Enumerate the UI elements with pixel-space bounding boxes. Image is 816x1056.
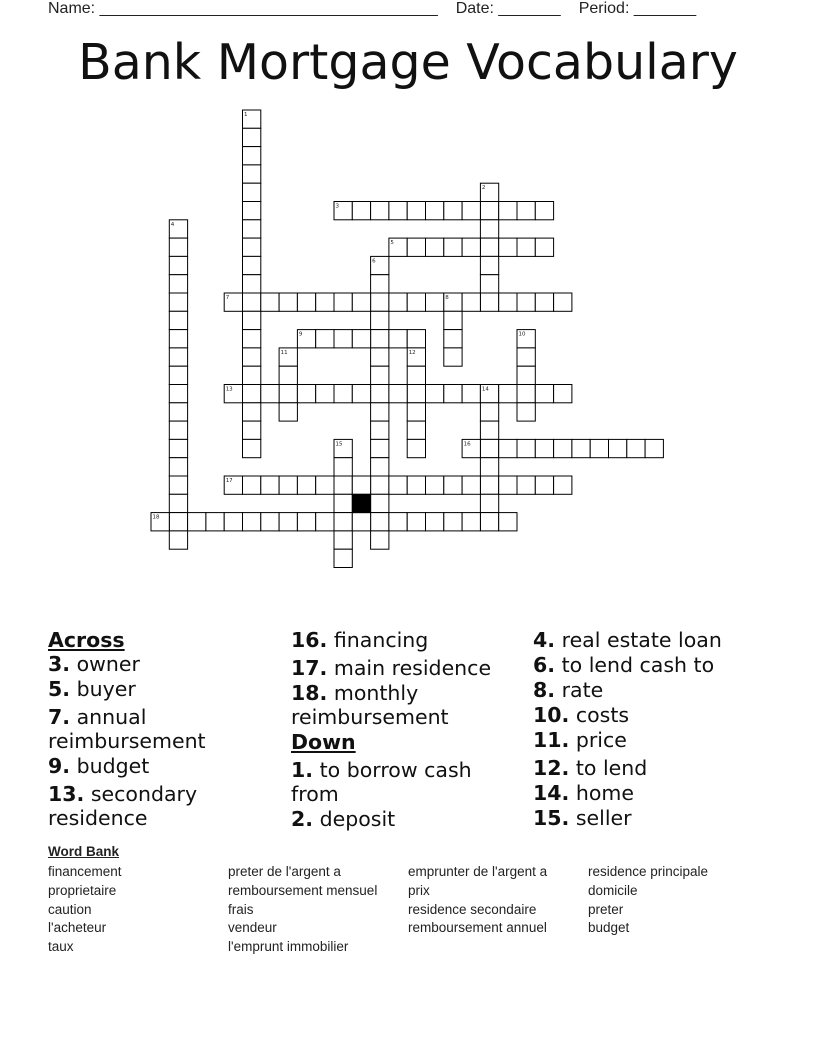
page-title: Bank Mortgage Vocabulary	[78, 34, 738, 91]
clue-down-4: 4. real estate loan	[533, 628, 722, 652]
crossword-cell[interactable]	[480, 202, 498, 220]
crossword-cell[interactable]	[572, 439, 590, 457]
crossword-cell[interactable]	[316, 293, 334, 311]
crossword-cell[interactable]	[480, 238, 498, 256]
crossword-cell[interactable]	[297, 476, 315, 494]
crossword-cell[interactable]	[444, 238, 462, 256]
crossword-cell[interactable]	[517, 439, 535, 457]
clue-number-label: 4	[170, 221, 175, 228]
crossword-cell[interactable]	[535, 439, 553, 457]
clue-down-15: 15. seller	[533, 806, 632, 830]
word-bank-item: preter	[588, 901, 624, 917]
crossword-cell[interactable]	[462, 513, 480, 531]
crossword-cell[interactable]	[517, 348, 535, 366]
clue-across-3: 3. owner	[48, 652, 140, 676]
crossword-cell[interactable]	[462, 202, 480, 220]
crossword-cell[interactable]	[444, 385, 462, 403]
crossword-cell[interactable]	[243, 275, 261, 293]
crossword-cell[interactable]	[188, 513, 206, 531]
crossword-cell[interactable]	[499, 476, 517, 494]
crossword-cell[interactable]	[279, 293, 297, 311]
crossword-cell[interactable]	[499, 202, 517, 220]
crossword-cell[interactable]	[224, 513, 242, 531]
crossword-cell[interactable]	[480, 275, 498, 293]
crossword-cell[interactable]	[243, 256, 261, 274]
clue-number-label: 3	[335, 203, 339, 210]
date-field-label[interactable]: Date: _______	[455, 0, 561, 17]
clue-number-label: 7	[225, 295, 230, 301]
crossword-cell[interactable]	[169, 293, 187, 311]
clue-number-label: 10	[518, 331, 526, 338]
clue-column-3	[533, 628, 773, 831]
crossword-cell[interactable]	[517, 293, 535, 311]
crossword-cell[interactable]	[334, 549, 352, 567]
clue-across-7: 7. annual reimbursement	[48, 705, 206, 753]
crossword-cell[interactable]	[243, 238, 261, 256]
clue-across-18: 18. monthly reimbursement	[291, 681, 449, 729]
clue-number-label: 14	[481, 386, 489, 393]
word-bank-item: taux	[48, 939, 74, 955]
crossword-cell[interactable]	[535, 293, 553, 311]
down-heading: Down	[291, 730, 356, 754]
crossword-cell[interactable]	[444, 202, 462, 220]
crossword-cell[interactable]	[407, 238, 425, 256]
word-bank-item: remboursement annuel	[408, 920, 547, 936]
crossword-cell[interactable]	[407, 293, 425, 311]
crossword-cell[interactable]	[316, 330, 334, 348]
clue-down-8: 8. rate	[533, 678, 604, 702]
clue-number-label: 11	[280, 349, 288, 356]
clue-number-label: 2	[481, 185, 486, 192]
crossword-cell[interactable]	[279, 476, 297, 494]
crossword-cell[interactable]	[352, 476, 370, 494]
crossword-cell[interactable]	[480, 256, 498, 274]
crossword-cell[interactable]	[499, 513, 517, 531]
crossword-cell[interactable]	[480, 476, 498, 494]
crossword-cell[interactable]	[371, 330, 389, 348]
clue-number-label: 16	[463, 441, 471, 448]
word-bank-item: proprietaire	[48, 882, 117, 898]
clue-number-label: 18	[152, 514, 160, 521]
word-bank-title: Word Bank	[48, 844, 120, 859]
crossword-cell[interactable]	[243, 385, 261, 403]
crossword-cell[interactable]	[389, 385, 407, 403]
crossword-cell[interactable]	[480, 293, 498, 311]
crossword-cell[interactable]	[480, 439, 498, 457]
clue-across-9: 9. budget	[48, 754, 150, 778]
crossword-cell[interactable]	[169, 476, 187, 494]
crossword-cell[interactable]	[371, 275, 389, 293]
clue-down-11: 11. price	[533, 728, 627, 752]
crossword-cell[interactable]	[480, 513, 498, 531]
word-bank-column-2	[228, 863, 377, 957]
crossword-cell[interactable]	[554, 385, 572, 403]
crossword-cell[interactable]	[352, 293, 370, 311]
crossword-cell[interactable]	[279, 366, 297, 384]
crossword-cell[interactable]	[407, 366, 425, 384]
clue-number-label: 17	[225, 478, 233, 484]
crossword-cell[interactable]	[389, 330, 407, 348]
crossword-cell[interactable]	[243, 147, 261, 165]
crossword-cell[interactable]	[407, 385, 425, 403]
crossword-cell[interactable]	[444, 513, 462, 531]
crossword-cell[interactable]	[371, 293, 389, 311]
crossword-cell[interactable]	[371, 513, 389, 531]
crossword-cell[interactable]	[169, 421, 187, 439]
crossword-cell[interactable]	[535, 385, 553, 403]
crossword-cell[interactable]	[499, 385, 517, 403]
crossword-cell[interactable]	[426, 385, 444, 403]
crossword-cell[interactable]	[371, 494, 389, 512]
crossword-cell[interactable]	[243, 165, 261, 183]
crossword-cell[interactable]	[407, 476, 425, 494]
crossword-cell[interactable]	[462, 293, 480, 311]
clue-column-1	[48, 628, 278, 831]
crossword-cell[interactable]	[535, 476, 553, 494]
crossword-cell[interactable]	[334, 293, 352, 311]
crossword-cell[interactable]	[243, 220, 261, 238]
crossword-cell[interactable]	[609, 439, 627, 457]
crossword-cell[interactable]	[243, 513, 261, 531]
crossword-cell[interactable]	[554, 293, 572, 311]
crossword-cell[interactable]	[297, 513, 315, 531]
crossword-cell[interactable]	[590, 439, 608, 457]
crossword-cell[interactable]	[407, 403, 425, 421]
word-bank-column-3	[408, 863, 547, 938]
crossword-cell[interactable]	[169, 513, 187, 531]
word-bank-item: preter de l'argent a	[228, 864, 341, 879]
crossword-cell[interactable]	[371, 458, 389, 476]
crossword-cell[interactable]	[169, 311, 187, 329]
clue-number-label: 5	[390, 240, 394, 247]
crossword-cell[interactable]	[407, 421, 425, 439]
crossword-cell[interactable]	[334, 458, 352, 476]
crossword-cell[interactable]	[517, 476, 535, 494]
crossword-cell[interactable]	[261, 293, 279, 311]
crossword-cell[interactable]	[554, 476, 572, 494]
crossword-cell[interactable]	[316, 476, 334, 494]
clue-column-2	[291, 628, 516, 832]
crossword-cell[interactable]	[334, 494, 352, 512]
crossword-cell[interactable]	[243, 366, 261, 384]
crossword-cell[interactable]	[334, 513, 352, 531]
crossword-cell[interactable]	[407, 202, 425, 220]
clue-down-12: 12. to lend	[533, 756, 648, 780]
crossword-cell[interactable]	[169, 256, 187, 274]
crossword-cell[interactable]	[480, 421, 498, 439]
crossword-cell[interactable]	[243, 183, 261, 201]
clue-number-label: 6	[372, 258, 376, 265]
crossword-cell[interactable]	[206, 513, 224, 531]
crossword-cell[interactable]	[352, 202, 370, 220]
crossword-cell[interactable]	[352, 330, 370, 348]
word-bank-item: l'acheteur	[48, 920, 107, 936]
clue-number-label: 12	[408, 349, 416, 356]
crossword-cell[interactable]	[243, 202, 261, 220]
crossword-cell[interactable]	[261, 476, 279, 494]
crossword-cell[interactable]	[426, 202, 444, 220]
crossword-cell[interactable]	[389, 293, 407, 311]
clue-across-5: 5. buyer	[48, 677, 136, 701]
crossword-cell[interactable]	[297, 293, 315, 311]
crossword-cell[interactable]	[352, 385, 370, 403]
crossword-cell[interactable]	[169, 275, 187, 293]
word-bank-item: residence principale	[588, 864, 709, 879]
name-field-label[interactable]: Name: ______________________________________	[48, 0, 438, 17]
crossword-cell[interactable]	[316, 513, 334, 531]
clue-across-13: 13. secondary residence	[48, 782, 198, 830]
crossword-cell[interactable]	[371, 311, 389, 329]
crossword-cell[interactable]	[480, 220, 498, 238]
clue-number-label: 1	[244, 112, 248, 118]
crossword-cell[interactable]	[462, 238, 480, 256]
crossword-cell[interactable]	[645, 439, 663, 457]
clue-number-label: 15	[335, 441, 343, 448]
clue-number-label: 13	[225, 386, 233, 393]
crossword-cell[interactable]	[169, 439, 187, 457]
crossword-cell[interactable]	[243, 330, 261, 348]
crossword-cell[interactable]	[426, 238, 444, 256]
crossword-cell[interactable]	[169, 494, 187, 512]
crossword-cell[interactable]	[517, 366, 535, 384]
clue-across-16: 16. financing	[291, 628, 429, 652]
crossword-cell[interactable]	[243, 439, 261, 457]
crossword-cell[interactable]	[243, 293, 261, 311]
crossword-cell[interactable]	[480, 494, 498, 512]
crossword-cell[interactable]	[297, 385, 315, 403]
across-heading: Across	[48, 628, 125, 652]
crossword-cell[interactable]	[444, 348, 462, 366]
crossword-cell[interactable]	[334, 531, 352, 549]
crossword-cell[interactable]	[169, 348, 187, 366]
crossword-cell[interactable]	[426, 293, 444, 311]
word-bank-item: remboursement mensuel	[228, 882, 378, 898]
crossword-cell[interactable]	[535, 202, 553, 220]
clue-down-1: 1. to borrow cash from	[291, 758, 472, 806]
word-bank-item: budget	[588, 920, 630, 936]
clue-number-label: 9	[298, 331, 303, 338]
crossword-cell[interactable]	[279, 513, 297, 531]
crossword-cell[interactable]	[389, 202, 407, 220]
clue-down-10: 10. costs	[533, 703, 630, 727]
word-bank-item: emprunter de l'argent a	[408, 864, 548, 879]
crossword-cell[interactable]	[426, 513, 444, 531]
crossword-cell[interactable]	[444, 330, 462, 348]
word-bank-item: financement	[48, 864, 122, 879]
crossword-cell[interactable]	[243, 348, 261, 366]
crossword-cell[interactable]	[334, 385, 352, 403]
crossword-cell[interactable]	[371, 403, 389, 421]
crossword-cell[interactable]	[243, 128, 261, 146]
crossword-cell[interactable]	[261, 385, 279, 403]
crossword-cell[interactable]	[352, 513, 370, 531]
crossword-cell[interactable]	[444, 476, 462, 494]
crossword-cell[interactable]	[334, 330, 352, 348]
word-bank-item: l'emprunt immobilier	[228, 939, 349, 955]
crossword-cell[interactable]	[389, 476, 407, 494]
crossword-cell[interactable]	[243, 403, 261, 421]
crossword-cell[interactable]	[554, 439, 572, 457]
crossword-cell[interactable]	[316, 385, 334, 403]
word-bank-column-4	[588, 863, 708, 938]
crossword-cell[interactable]	[169, 403, 187, 421]
clue-number-label: 8	[445, 295, 449, 301]
crossword-cell[interactable]	[243, 476, 261, 494]
crossword-cell[interactable]	[243, 421, 261, 439]
crossword-cell[interactable]	[371, 421, 389, 439]
word-bank-item: residence secondaire	[408, 901, 537, 917]
word-bank-column-1	[48, 863, 122, 957]
crossword-cell[interactable]	[371, 202, 389, 220]
period-field-label[interactable]: Period: _______	[578, 0, 697, 17]
crossword-cell[interactable]	[517, 403, 535, 421]
crossword-cell[interactable]	[371, 439, 389, 457]
crossword-cell[interactable]	[279, 403, 297, 421]
word-bank-item: caution	[48, 901, 92, 917]
crossword-cell[interactable]	[261, 513, 279, 531]
crossword-cell[interactable]	[426, 476, 444, 494]
crossword-cell[interactable]	[169, 385, 187, 403]
crossword-cell[interactable]	[371, 385, 389, 403]
crossword-cell[interactable]	[517, 385, 535, 403]
crossword-cell[interactable]	[444, 311, 462, 329]
crossword-cell[interactable]	[169, 531, 187, 549]
crossword-cell[interactable]	[480, 403, 498, 421]
crossword-cell[interactable]	[169, 458, 187, 476]
clue-down-2: 2. deposit	[291, 807, 396, 831]
crossword-cell[interactable]	[407, 439, 425, 457]
crossword-cell[interactable]	[389, 513, 407, 531]
clue-down-14: 14. home	[533, 781, 634, 805]
word-bank-item: domicile	[588, 882, 638, 898]
word-bank	[48, 844, 709, 955]
clue-across-17: 17. main residence	[291, 656, 492, 680]
word-bank-item: prix	[408, 882, 430, 898]
crossword-cell[interactable]	[480, 458, 498, 476]
crossword-cell[interactable]	[279, 385, 297, 403]
crossword-cell[interactable]	[371, 531, 389, 549]
crossword-cell[interactable]	[407, 513, 425, 531]
crossword-cell[interactable]	[169, 238, 187, 256]
word-bank-item: frais	[228, 901, 254, 917]
clue-down-6: 6. to lend cash to	[533, 653, 715, 677]
crossword-cell[interactable]	[371, 366, 389, 384]
crossword-cell[interactable]	[462, 385, 480, 403]
crossword-cell[interactable]	[407, 330, 425, 348]
crossword-cell[interactable]	[169, 330, 187, 348]
crossword-cell[interactable]	[627, 439, 645, 457]
crossword-cell[interactable]	[499, 238, 517, 256]
crossword-cell[interactable]	[334, 476, 352, 494]
crossword-cell[interactable]	[517, 202, 535, 220]
crossword-cell[interactable]	[169, 366, 187, 384]
crossword-cell[interactable]	[535, 238, 553, 256]
crossword-block-cell	[352, 494, 370, 512]
crossword-cell[interactable]	[371, 476, 389, 494]
crossword-cell[interactable]	[371, 348, 389, 366]
word-bank-item: vendeur	[228, 920, 277, 936]
crossword-cell[interactable]	[499, 293, 517, 311]
crossword-cell[interactable]	[517, 238, 535, 256]
crossword-cell[interactable]	[243, 311, 261, 329]
crossword-cell[interactable]	[462, 476, 480, 494]
crossword-cell[interactable]	[499, 439, 517, 457]
